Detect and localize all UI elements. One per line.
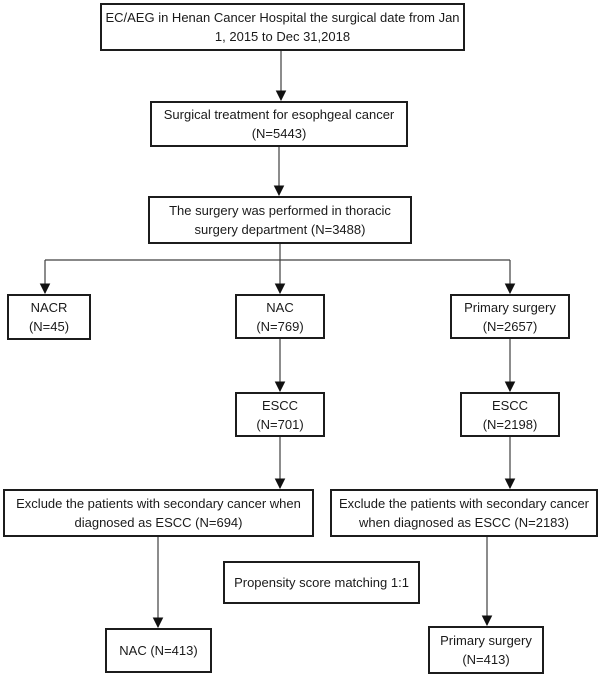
node-primary-label: Primary surgery xyxy=(464,299,556,315)
node-escc-nac xyxy=(235,392,325,437)
node-exclude-secondary-cancer-primary xyxy=(330,489,598,537)
node-nacr-label: NACR xyxy=(30,300,68,315)
node-nac-label: NAC xyxy=(266,299,294,315)
node-nacr xyxy=(7,294,91,340)
node-propensity-score-matching xyxy=(223,561,420,604)
node-psm-label: Propensity score matching 1:1 xyxy=(234,575,409,590)
node-thoracic-line1: The surgery was performed in thoracic xyxy=(169,203,391,218)
node-surgical-count: (N=5443) xyxy=(251,126,307,141)
node-thoracic-department xyxy=(148,196,412,244)
node-primary-surgery xyxy=(450,294,570,339)
node-nacr-count: (N=45) xyxy=(28,319,70,334)
node-escc-nac-count: (N=701) xyxy=(256,416,304,432)
node-escc-primary xyxy=(460,392,560,437)
node-escc-primary-label: ESCC xyxy=(491,397,529,413)
node-escc-nac-label: ESCC xyxy=(261,397,299,413)
node-surgical-treatment xyxy=(150,101,408,147)
node-escc-primary-count: (N=2198) xyxy=(482,416,538,432)
node-exclude-nac-line1: Exclude the patients with secondary cancer when xyxy=(16,496,301,511)
node-cohort-line2: 1, 2015 to Dec 31,2018 xyxy=(214,29,351,44)
node-primary-count: (N=2657) xyxy=(482,318,538,334)
node-exclude-primary-line1: Exclude the patients with secondary cancer xyxy=(338,496,590,511)
node-nac xyxy=(235,294,325,339)
node-thoracic-line2: surgery department (N=3488) xyxy=(194,222,366,237)
node-exclude-secondary-cancer-nac xyxy=(3,489,314,537)
node-exclude-primary-line2: when diagnosed as ESCC (N=2183) xyxy=(359,515,569,530)
node-primary-matched-label: Primary surgery xyxy=(440,633,532,648)
node-primary-surgery-matched xyxy=(428,626,544,674)
node-nac-matched xyxy=(105,628,212,673)
node-cohort-line1: EC/AEG in Henan Cancer Hospital the surgical date from Jan xyxy=(105,10,460,25)
node-surgical-line1: Surgical treatment for esophgeal cancer xyxy=(163,107,395,122)
node-exclude-nac-line2: diagnosed as ESCC (N=694) xyxy=(74,515,243,530)
node-nac-count: (N=769) xyxy=(256,318,304,334)
node-nac-matched-label: NAC (N=413) xyxy=(119,643,198,658)
node-cohort xyxy=(100,3,465,51)
node-primary-matched-count: (N=413) xyxy=(462,652,510,667)
